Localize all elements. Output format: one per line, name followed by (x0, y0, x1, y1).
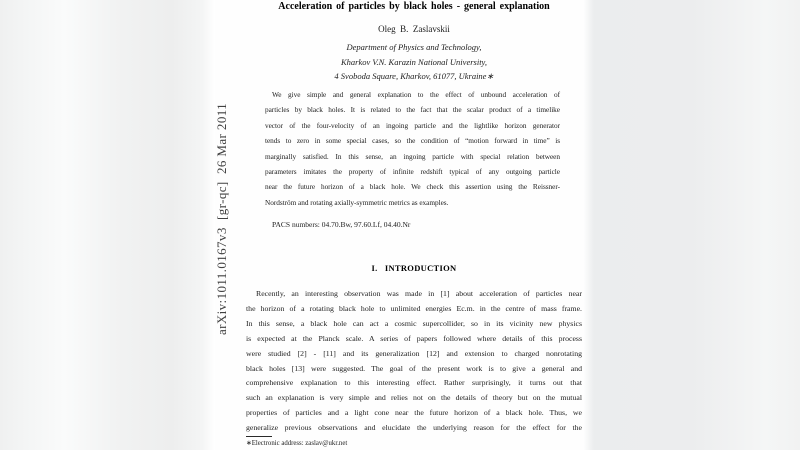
text-line: generalize previous observations and elucidate the underlying reason for the effect for the (246, 423, 582, 433)
paper-page (215, 0, 583, 450)
text-line: Recently, an interesting observation was made in [1] about acceleration of particles near (256, 289, 582, 298)
text-line: 4 Svoboda Square, Kharkov, 61077, Ukraine∗ (334, 71, 494, 81)
text-line: the horizon of a rotating black hole to unlimited energies Ec.m. in the centre of mass frame. (246, 303, 582, 313)
section-heading-introduction: I. INTRODUCTION (371, 263, 457, 273)
affiliation-block (246, 40, 582, 84)
background-vignette-right (583, 0, 800, 450)
abstract-text (265, 87, 560, 210)
text-line: particles by black holes. It is related to the fact that the scalar product of a timelike (265, 105, 560, 115)
arxiv-identifier-stamp: arXiv:1011.0167v3 [gr-qc] 26 Mar 2011 (214, 102, 229, 336)
text-line: We give simple and general explanation to the effect of unbound acceleration of (272, 90, 560, 99)
text-line: were studied [2] - [11] and its generalization [12] and extension to charged nonrotating (246, 348, 582, 358)
introduction-paragraph (246, 287, 582, 436)
text-line: tends to zero in some special cases, so the condition of “motion forward in time” is (265, 136, 560, 146)
text-line: In this sense, a black hole can act a cosmic supercollider, so in its vicinity new physics (246, 318, 582, 328)
text-line: properties of particles and a light cone near the future horizon of a black hole. Thus, we (246, 408, 582, 418)
footnote-divider (246, 436, 272, 437)
author-name: Oleg B. Zaslavskii (378, 24, 450, 34)
text-line: is expected at the Planck scale. A series of papers followed where details of this process (246, 333, 582, 343)
text-line: Kharkov V.N. Karazin National University, (340, 56, 487, 67)
text-line: Department of Physics and Technology, (346, 42, 482, 52)
text-line: such an explanation is very simple and relies not on the details of theory but on the mutual (246, 393, 582, 403)
text-line: Nordström and rotating axially-symmetric metrics as examples. (265, 197, 449, 207)
paper-title: Acceleration of particles by black holes - general explanation (278, 1, 550, 12)
footnote-email: ∗Electronic address: zaslav@ukr.net (246, 440, 348, 447)
text-line: marginally satisfied. In this sense, an ingoing particle with special relation between (265, 151, 560, 161)
pacs-numbers: PACS numbers: 04.70.Bw, 97.60.Lf, 04.40.Nr (272, 220, 411, 229)
text-line: vector of the four-velocity of an ingoing particle and the lightlike horizon generator (265, 120, 560, 130)
background-vignette-left (0, 0, 215, 450)
text-line: near the future horizon of a black hole. We check this assertion using the Reissner- (265, 182, 560, 192)
text-line: black holes [13] were suggested. The goal of the present work is to give a general and (246, 363, 582, 373)
text-line: comprehensive explanation to this interesting effect. Rather surprisingly, it turns out that (246, 378, 582, 388)
text-line: parameters imitates the property of infinite redshift typical of any outgoing particle (265, 167, 560, 177)
